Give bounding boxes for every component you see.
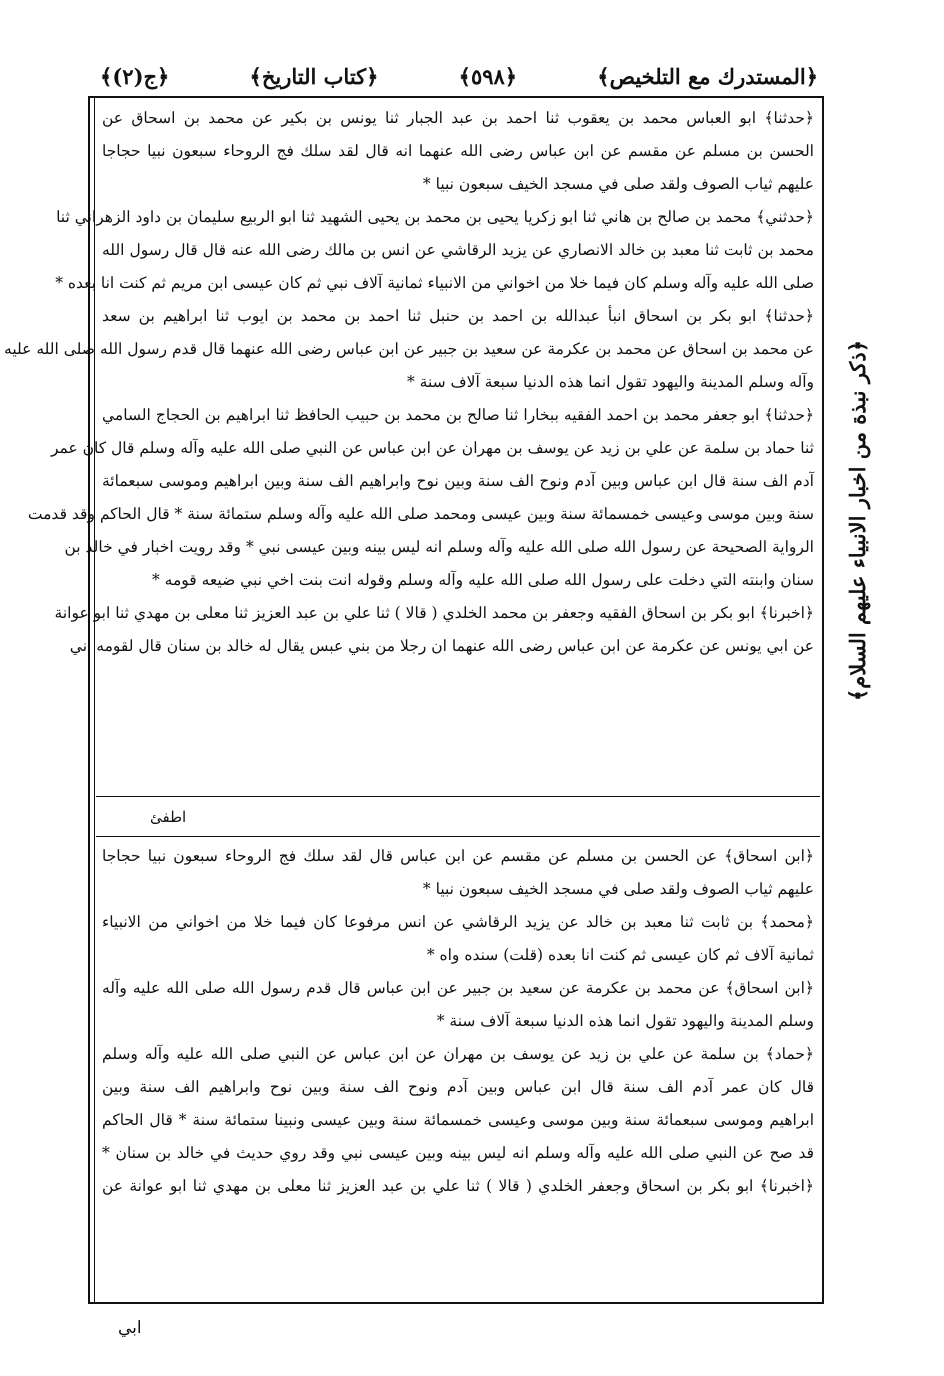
page-number: ﴿٥٩٨﴾ — [458, 63, 518, 89]
summary-line: ثمانية آلاف ثم كان عيسى ثم كنت انا بعده (قلت) سنده واه * — [426, 946, 814, 964]
main-line: صلى الله عليه وآله وسلم كان فيما خلا من اخواني من الانبياء ثمانية آلاف نبي ثم كان عيسى ابن مريم ثم كنت انا بعده * — [55, 274, 814, 292]
main-line: عن محمد بن اسحاق عن محمد بن عكرمة عن سعيد بن جبير عن ابن عباس رضى الله عنهما قال قدم رسول الله صلى الله عليه — [4, 340, 814, 358]
main-text — [4, 102, 820, 663]
summary-text — [96, 840, 820, 1203]
main-line: عليهم ثياب الصوف ولقد صلى في مسجد الخيف سبعون نبيا * — [422, 175, 814, 193]
footnote-label: اطفئ — [150, 808, 187, 826]
summary-line: ﴿اخبرنا﴾ ابو بكر بن اسحاق وجعفر الخلدي ( قالا ) ثنا علي بن عبد العزيز ثنا معلى بن مهدي ثنا ابو عوانة عن — [102, 1177, 814, 1195]
summary-line: ﴿ابن اسحاق﴾ عن الحسن بن مسلم عن مقسم عن ابن عباس قال لقد سلك فج الروحاء سبعون نبيا حجاجا — [102, 847, 814, 865]
summary-line: وسلم المدينة واليهود تقول انما هذه الدنيا سبعة آلاف سنة * — [436, 1012, 814, 1030]
main-line: الرواية الصحيحة عن رسول الله صلى الله عليه وآله وسلم انه ليس بينه وبين عيسى نبي * وقد رويت اخبار في خالد بن — [64, 538, 814, 556]
page-header — [100, 58, 818, 94]
summary-line: ﴿محمد﴾ بن ثابت ثنا معبد بن خالد عن يزيد الرقاشي عن انس مرفوعا كان فيما خلا من اخواني من الانبياء — [102, 913, 814, 931]
main-line: محمد بن ثابت ثنا معبد بن خالد الانصاري عن يزيد الرقاشي عن انس بن مالك رضى الله عنه قال قال رسول الله — [102, 241, 814, 259]
main-line: ﴿اخبرنا﴾ ابو بكر بن اسحاق الفقيه وجعفر بن محمد الخلدي ( قالا ) ثنا علي بن عبد العزيز ثنا معلى بن مهدي ثنا ابو عوانة — [54, 604, 814, 622]
summary-line: قد صح عن النبي صلى الله عليه وآله وسلم انه ليس بينه وبين عيسى نبي وقد روي حديث في خالد بن سنان * — [102, 1144, 814, 1162]
summary-line: عليهم ثياب الصوف ولقد صلى في مسجد الخيف سبعون نبيا * — [422, 880, 814, 898]
main-line: ﴿حدثنا﴾ ابو جعفر محمد بن احمد الفقيه ببخارا ثنا صالح بن محمد بن حبيب الحافظ ثنا ابراهيم بن الحجاج السامي — [102, 406, 814, 424]
main-line: ﴿حدثنا﴾ ابو العباس محمد بن يعقوب ثنا احمد بن عبد الجبار ثنا يونس بن بكير عن محمد بن اسحاق عن — [102, 109, 814, 127]
book-title: ﴿المستدرك مع التلخيص﴾ — [597, 63, 818, 89]
summary-line: ﴿حماد﴾ بن سلمة عن علي بن زيد عن يوسف بن مهران عن ابن عباس عن النبي صلى الله عليه وآله وسلم — [102, 1045, 814, 1063]
main-line: عن ابي يونس عن عكرمة عن ابن عباس رضى الله عنهما ان رجلا من بني عبس يقال له خالد بن سنان قال لقومه اني — [69, 637, 814, 655]
main-line: سنان وابنته التي دخلت على رسول الله صلى الله عليه وآله وسلم وقوله انت بنت اخي نبي ضيعه قومه * — [151, 571, 814, 589]
main-line: الحسن بن مسلم عن مقسم عن ابن عباس رضى الله عنهما انه قال لقد سلك فج الروحاء سبعون نبيا حجاجا — [102, 142, 814, 160]
margin-heading — [838, 330, 878, 710]
divider-upper — [96, 796, 820, 797]
catchword: ابي — [118, 1318, 142, 1338]
summary-line: قال كان عمر آدم الف سنة قال ابن عباس وبين آدم ونوح الف سنة وبين نوح وابراهيم الف سنة وبين — [102, 1078, 814, 1096]
main-line: آدم الف سنة قال ابن عباس وبين آدم ونوح الف سنة وبين نوح وابراهيم الف سنة وبين ابراهيم وموسى سبعمائة — [102, 472, 814, 490]
summary-line: ابراهيم وموسى سبعمائة سنة وبين موسى وعيسى خمسمائة سنة وبين عيسى ونبينا ستمائة سنة * قال الحاكم — [102, 1111, 814, 1129]
section-title: ﴿كتاب التاريخ﴾ — [249, 63, 379, 89]
margin-heading-text: ﴿ذكر نبذة من اخبار الانبياء عليهم السلام﴾ — [845, 339, 871, 701]
summary-line: ﴿ابن اسحاق﴾ عن محمد بن عكرمة عن سعيد بن جبير عن ابن عباس قال قدم رسول الله صلى الله عليه وآله — [102, 979, 814, 997]
main-line: ﴿حدثنا﴾ ابو بكر بن اسحاق انبأ عبدالله بن احمد بن حنبل ثنا احمد بن محمد بن ايوب ثنا ابراهيم بن سعد — [102, 307, 814, 325]
main-line: وآله وسلم المدينة واليهود تقول انما هذه الدنيا سبعة آلاف سنة * — [406, 373, 814, 391]
main-line: ﴿حدثني﴾ محمد بن صالح بن هاني ثنا ابو زكريا يحيى بن محمد بن يحيى الشهيد ثنا ابو الربيع سليمان بن داود الزهراني ثنا — [56, 208, 814, 226]
volume-number: ﴿ج(٢)﴾ — [100, 63, 170, 89]
main-line: ثنا حماد بن سلمة عن علي بن زيد عن يوسف بن مهران عن ابن عباس عن النبي صلى الله عليه وآله وسلم قال كان عمر — [50, 439, 814, 457]
main-line: سنة وبين موسى وعيسى خمسمائة سنة وبين عيسى ومحمد صلى الله عليه وآله وسلم ستمائة سنة * قال الحاكم وقد قدمت — [27, 505, 814, 523]
divider-lower — [96, 836, 820, 837]
